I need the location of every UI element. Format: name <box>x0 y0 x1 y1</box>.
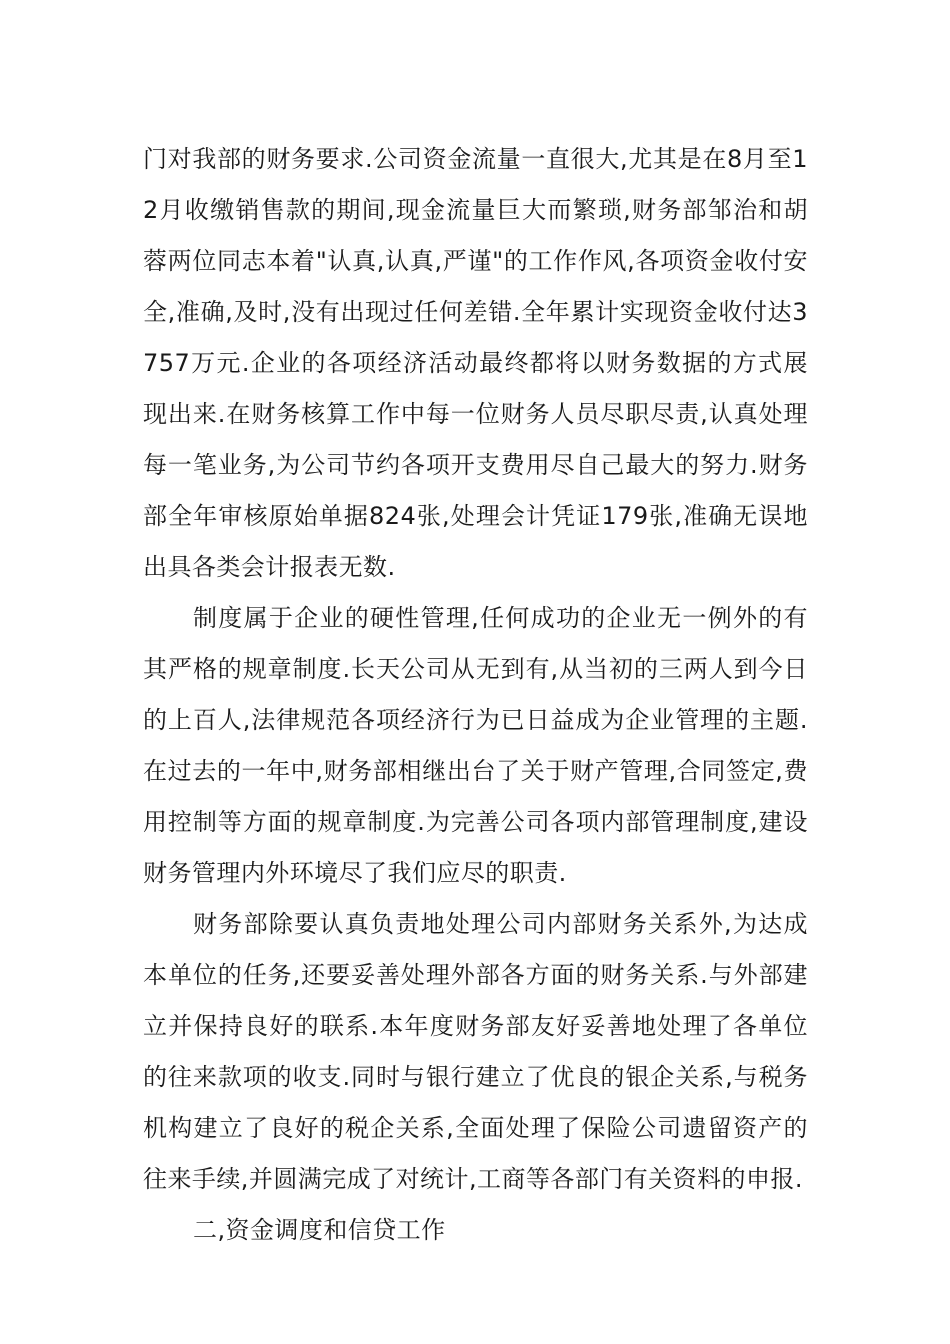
text-line: 制度属于企业的硬性管理,任何成功的企业无一例外的有其 <box>143 604 808 683</box>
text-line: 确,及时,没有出现过任何差错.全年累计实现资金收付达3757万 <box>143 298 808 377</box>
section-heading <box>143 1205 808 1256</box>
paragraph-regulations <box>143 593 808 899</box>
text-line: 月收缴销售款的期间,现金流量巨大而繁琐,财务部邹治和胡蓉两 <box>143 196 808 275</box>
text-line: 款项的收支.同时与银行建立了优良的银企关系,与税务机构建立 <box>143 1063 808 1142</box>
text-line: 百人,法律规范各项经济行为已日益成为企业管理的主题.在过去 <box>143 706 808 785</box>
text-line: 为公司节约各项开支费用尽自己最大的努力.财务部全年审核原 <box>143 451 808 530</box>
text-line: 的一年中,财务部相继出台了关于财产管理,合同签定,费用控制 <box>143 757 808 836</box>
text-line: 圆满完成了对统计,工商等各部门有关资料的申报. <box>273 1165 803 1193</box>
text-line: 财务部除要认真负责地处理公司内部财务关系外,为达成本 <box>143 910 808 989</box>
text-line: 元.企业的各项经济活动最终都将以财务数据的方式展现出来.在 <box>143 349 808 428</box>
text-line: 始单据824张,处理会计凭证179张,准确无误地出具各类会计报 <box>143 502 808 581</box>
paragraph-financial-operations <box>143 134 808 593</box>
text-line: 位同志本着"认真,认真,严谨"的工作作风,各项资金收付安全,准 <box>143 247 808 326</box>
text-line: 财务核算工作中每一位财务人员尽职尽责,认真处理每一笔业务, <box>143 400 808 479</box>
text-line: 内外环境尽了我们应尽的职责. <box>240 859 567 887</box>
text-line: 等方面的规章制度.为完善公司各项内部管理制度,建设财务管理 <box>143 808 808 887</box>
text-line: 单位的任务,还要妥善处理外部各方面的财务关系.与外部建立并 <box>143 961 808 1040</box>
text-line: 表无数. <box>314 553 396 581</box>
text-line: 了良好的税企关系,全面处理了保险公司遗留资产的往来手续,并 <box>143 1114 808 1193</box>
document-body <box>143 134 808 1256</box>
paragraph-external-relations <box>143 899 808 1205</box>
text-line: 门对我部的财务要求.公司资金流量一直很大,尤其是在8月至12 <box>143 145 808 224</box>
text-line: 二,资金调度和信贷工作 <box>193 1216 446 1244</box>
text-line: 严格的规章制度.长天公司从无到有,从当初的三两人到今日的上 <box>143 655 808 734</box>
text-line: 保持良好的联系.本年度财务部友好妥善地处理了各单位的往来 <box>143 1012 808 1091</box>
